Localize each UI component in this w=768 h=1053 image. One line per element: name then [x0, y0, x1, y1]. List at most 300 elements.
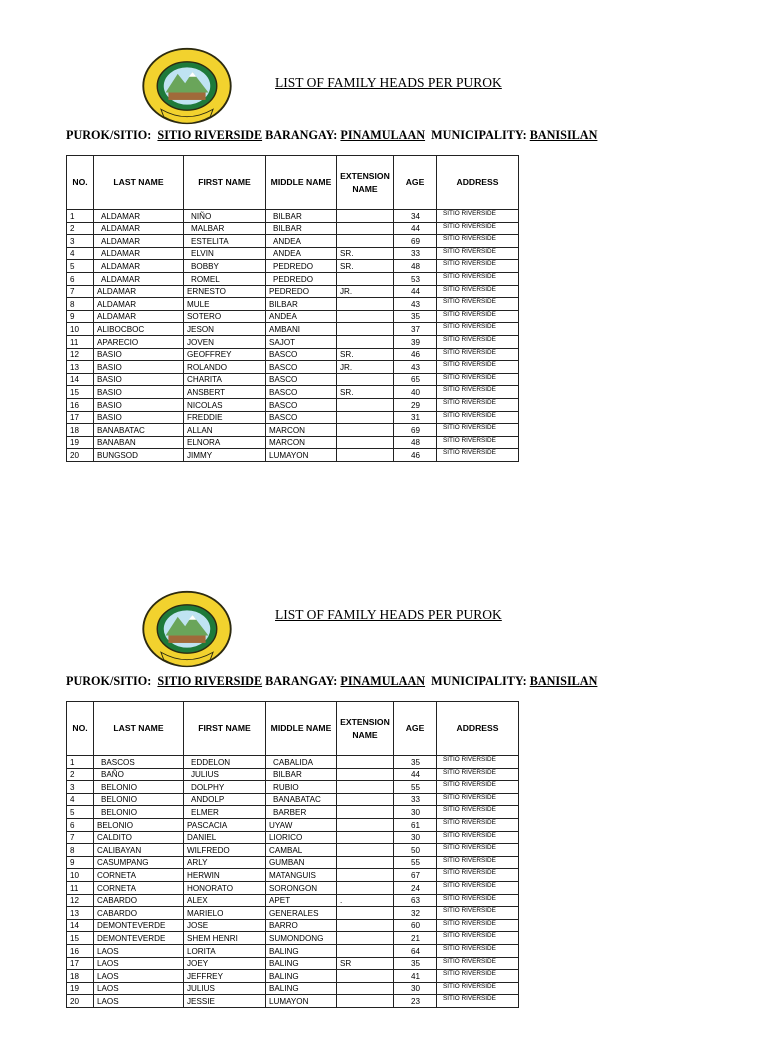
cell-last-name: CORNETA: [94, 881, 184, 894]
cell-no: 15: [67, 932, 94, 945]
cell-address: SITIO RIVERSIDE: [437, 398, 519, 411]
cell-first-name: DANIEL: [184, 831, 266, 844]
cell-no: 11: [67, 335, 94, 348]
document-page-2: [0, 583, 768, 1053]
barangay-label: BARANGAY:: [265, 128, 338, 142]
cell-first-name: EDDELON: [184, 756, 266, 769]
cell-no: 9: [67, 310, 94, 323]
cell-no: 4: [67, 247, 94, 260]
cell-extension-name: [337, 818, 394, 831]
cell-extension-name: [337, 907, 394, 920]
cell-age: 32: [394, 907, 437, 920]
purok-info-line: [66, 128, 597, 143]
cell-age: 37: [394, 323, 437, 336]
table-row: [67, 285, 519, 298]
cell-no: 10: [67, 869, 94, 882]
cell-extension-name: [337, 222, 394, 235]
cell-extension-name: JR.: [337, 361, 394, 374]
cell-first-name: ANDOLP: [184, 793, 266, 806]
header-address: ADDRESS: [437, 156, 519, 210]
table-body: [67, 756, 519, 1008]
municipality-value: BANISILAN: [529, 674, 598, 688]
cell-middle-name: BASCO: [266, 411, 337, 424]
cell-first-name: ELNORA: [184, 436, 266, 449]
cell-no: 3: [67, 781, 94, 794]
cell-age: 39: [394, 335, 437, 348]
cell-middle-name: LIORICO: [266, 831, 337, 844]
cell-middle-name: LUMAYON: [266, 995, 337, 1008]
header-middle-name: MIDDLE NAME: [266, 156, 337, 210]
cell-extension-name: JR.: [337, 285, 394, 298]
cell-age: 69: [394, 235, 437, 248]
cell-first-name: BOBBY: [184, 260, 266, 273]
cell-first-name: ROMEL: [184, 272, 266, 285]
cell-last-name: CABARDO: [94, 894, 184, 907]
cell-extension-name: [337, 398, 394, 411]
cell-first-name: JULIUS: [184, 768, 266, 781]
table-row: [67, 932, 519, 945]
cell-first-name: ESTELITA: [184, 235, 266, 248]
table-row: [67, 982, 519, 995]
cell-last-name: ALDAMAR: [94, 247, 184, 260]
table-row: [67, 881, 519, 894]
cell-age: 43: [394, 361, 437, 374]
cell-last-name: BAÑO: [94, 768, 184, 781]
cell-address: SITIO RIVERSIDE: [437, 210, 519, 223]
cell-address: SITIO RIVERSIDE: [437, 894, 519, 907]
cell-age: 33: [394, 793, 437, 806]
table-row: [67, 894, 519, 907]
cell-no: 6: [67, 272, 94, 285]
cell-middle-name: ANDEA: [266, 235, 337, 248]
cell-address: SITIO RIVERSIDE: [437, 235, 519, 248]
cell-no: 7: [67, 831, 94, 844]
purok-label: PUROK/SITIO:: [66, 674, 152, 688]
cell-middle-name: BILBAR: [266, 298, 337, 311]
cell-middle-name: ANDEA: [266, 310, 337, 323]
table-row: [67, 781, 519, 794]
cell-no: 12: [67, 894, 94, 907]
cell-age: 29: [394, 398, 437, 411]
cell-extension-name: SR.: [337, 386, 394, 399]
cell-middle-name: UYAW: [266, 818, 337, 831]
cell-extension-name: SR.: [337, 348, 394, 361]
cell-middle-name: BALING: [266, 982, 337, 995]
cell-address: SITIO RIVERSIDE: [437, 856, 519, 869]
table-row: [67, 756, 519, 769]
cell-middle-name: ANDEA: [266, 247, 337, 260]
cell-age: 69: [394, 424, 437, 437]
cell-first-name: MULE: [184, 298, 266, 311]
cell-age: 30: [394, 982, 437, 995]
table-row: [67, 247, 519, 260]
cell-address: SITIO RIVERSIDE: [437, 272, 519, 285]
cell-first-name: PASCACIA: [184, 818, 266, 831]
cell-address: SITIO RIVERSIDE: [437, 373, 519, 386]
cell-last-name: BASIO: [94, 348, 184, 361]
cell-extension-name: [337, 235, 394, 248]
cell-address: SITIO RIVERSIDE: [437, 919, 519, 932]
cell-extension-name: [337, 856, 394, 869]
cell-first-name: SOTERO: [184, 310, 266, 323]
cell-no: 6: [67, 818, 94, 831]
table-row: [67, 222, 519, 235]
cell-age: 33: [394, 247, 437, 260]
cell-middle-name: BASCO: [266, 398, 337, 411]
document-title: LIST OF FAMILY HEADS PER PUROK: [275, 75, 502, 90]
cell-age: 44: [394, 285, 437, 298]
cell-age: 24: [394, 881, 437, 894]
cell-no: 7: [67, 285, 94, 298]
cell-age: 41: [394, 970, 437, 983]
cell-middle-name: BANABATAC: [266, 793, 337, 806]
cell-age: 60: [394, 919, 437, 932]
cell-no: 14: [67, 919, 94, 932]
municipality-value: BANISILAN: [529, 128, 598, 142]
barangay-value: PINAMULAAN: [340, 128, 426, 142]
cell-no: 17: [67, 411, 94, 424]
cell-no: 5: [67, 806, 94, 819]
cell-no: 18: [67, 424, 94, 437]
table-row: [67, 806, 519, 819]
cell-extension-name: [337, 424, 394, 437]
cell-extension-name: [337, 995, 394, 1008]
cell-last-name: BASCOS: [94, 756, 184, 769]
cell-middle-name: SUMONDONG: [266, 932, 337, 945]
cell-address: SITIO RIVERSIDE: [437, 907, 519, 920]
header-no: NO.: [67, 156, 94, 210]
cell-first-name: DOLPHY: [184, 781, 266, 794]
cell-first-name: NICOLAS: [184, 398, 266, 411]
cell-no: 13: [67, 907, 94, 920]
cell-extension-name: [337, 373, 394, 386]
barangay-label: BARANGAY:: [265, 674, 338, 688]
table-row: [67, 361, 519, 374]
cell-middle-name: RUBIO: [266, 781, 337, 794]
table-row: [67, 818, 519, 831]
cell-no: 16: [67, 944, 94, 957]
table-row: [67, 907, 519, 920]
header-last-name: LAST NAME: [94, 702, 184, 756]
cell-extension-name: [337, 881, 394, 894]
cell-no: 12: [67, 348, 94, 361]
cell-first-name: JESON: [184, 323, 266, 336]
cell-no: 3: [67, 235, 94, 248]
cell-address: SITIO RIVERSIDE: [437, 310, 519, 323]
cell-last-name: ALDAMAR: [94, 235, 184, 248]
family-heads-table: [66, 155, 519, 462]
cell-no: 20: [67, 995, 94, 1008]
header-first-name: FIRST NAME: [184, 156, 266, 210]
cell-first-name: HERWIN: [184, 869, 266, 882]
cell-first-name: ELMER: [184, 806, 266, 819]
cell-middle-name: BARBER: [266, 806, 337, 819]
table-row: [67, 768, 519, 781]
municipality-label: MUNICIPALITY:: [431, 128, 527, 142]
cell-extension-name: [337, 781, 394, 794]
cell-extension-name: [337, 831, 394, 844]
cell-last-name: APARECIO: [94, 335, 184, 348]
table-row: [67, 386, 519, 399]
cell-address: SITIO RIVERSIDE: [437, 831, 519, 844]
cell-middle-name: GUMBAN: [266, 856, 337, 869]
cell-age: 65: [394, 373, 437, 386]
cell-address: SITIO RIVERSIDE: [437, 995, 519, 1008]
cell-extension-name: [337, 335, 394, 348]
cell-age: 46: [394, 449, 437, 462]
cell-middle-name: AMBANI: [266, 323, 337, 336]
table-row: [67, 260, 519, 273]
cell-middle-name: BARRO: [266, 919, 337, 932]
table-row: [67, 957, 519, 970]
cell-first-name: ROLANDO: [184, 361, 266, 374]
cell-first-name: JOSE: [184, 919, 266, 932]
cell-first-name: CHARITA: [184, 373, 266, 386]
table-row: [67, 411, 519, 424]
cell-last-name: BELONIO: [94, 781, 184, 794]
cell-middle-name: BILBAR: [266, 222, 337, 235]
cell-extension-name: [337, 449, 394, 462]
cell-last-name: ALDAMAR: [94, 285, 184, 298]
barangay-seal-logo: [140, 46, 234, 126]
cell-middle-name: PEDREDO: [266, 260, 337, 273]
cell-last-name: LAOS: [94, 970, 184, 983]
cell-middle-name: BILBAR: [266, 210, 337, 223]
cell-middle-name: LUMAYON: [266, 449, 337, 462]
cell-no: 15: [67, 386, 94, 399]
cell-extension-name: SR: [337, 957, 394, 970]
cell-extension-name: SR.: [337, 260, 394, 273]
cell-address: SITIO RIVERSIDE: [437, 944, 519, 957]
cell-last-name: BELONIO: [94, 818, 184, 831]
cell-age: 48: [394, 436, 437, 449]
cell-extension-name: [337, 869, 394, 882]
cell-last-name: BELONIO: [94, 806, 184, 819]
cell-age: 21: [394, 932, 437, 945]
cell-age: 53: [394, 272, 437, 285]
cell-middle-name: PEDREDO: [266, 272, 337, 285]
table-row: [67, 348, 519, 361]
cell-age: 44: [394, 222, 437, 235]
cell-first-name: WILFREDO: [184, 844, 266, 857]
cell-address: SITIO RIVERSIDE: [437, 222, 519, 235]
cell-last-name: CORNETA: [94, 869, 184, 882]
cell-last-name: BUNGSOD: [94, 449, 184, 462]
cell-last-name: DEMONTEVERDE: [94, 919, 184, 932]
cell-address: SITIO RIVERSIDE: [437, 818, 519, 831]
cell-age: 63: [394, 894, 437, 907]
cell-last-name: LAOS: [94, 982, 184, 995]
cell-no: 1: [67, 756, 94, 769]
table-row: [67, 793, 519, 806]
cell-address: SITIO RIVERSIDE: [437, 806, 519, 819]
table-row: [67, 310, 519, 323]
cell-last-name: ALDAMAR: [94, 210, 184, 223]
cell-last-name: ALDAMAR: [94, 272, 184, 285]
cell-age: 34: [394, 210, 437, 223]
header-no: NO.: [67, 702, 94, 756]
cell-age: 30: [394, 831, 437, 844]
cell-no: 4: [67, 793, 94, 806]
cell-last-name: ALIBOCBOC: [94, 323, 184, 336]
cell-extension-name: [337, 436, 394, 449]
cell-middle-name: APET: [266, 894, 337, 907]
cell-no: 19: [67, 982, 94, 995]
cell-age: 61: [394, 818, 437, 831]
cell-last-name: CALDITO: [94, 831, 184, 844]
document-title: LIST OF FAMILY HEADS PER PUROK: [275, 607, 502, 622]
cell-middle-name: BALING: [266, 970, 337, 983]
cell-age: 44: [394, 768, 437, 781]
cell-first-name: MARIELO: [184, 907, 266, 920]
cell-age: 23: [394, 995, 437, 1008]
cell-age: 30: [394, 806, 437, 819]
table-row: [67, 436, 519, 449]
cell-first-name: JOEY: [184, 957, 266, 970]
table-body: [67, 210, 519, 462]
table-row: [67, 869, 519, 882]
cell-last-name: CASUMPANG: [94, 856, 184, 869]
cell-address: SITIO RIVERSIDE: [437, 768, 519, 781]
purok-value: SITIO RIVERSIDE: [157, 674, 263, 688]
cell-last-name: ALDAMAR: [94, 298, 184, 311]
cell-last-name: ALDAMAR: [94, 310, 184, 323]
cell-no: 2: [67, 768, 94, 781]
cell-age: 55: [394, 781, 437, 794]
cell-middle-name: MARCON: [266, 436, 337, 449]
table-row: [67, 856, 519, 869]
cell-address: SITIO RIVERSIDE: [437, 781, 519, 794]
header-extension-name: EXTENSION NAME: [337, 702, 394, 756]
purok-label: PUROK/SITIO:: [66, 128, 152, 142]
cell-age: 35: [394, 756, 437, 769]
cell-extension-name: [337, 932, 394, 945]
cell-extension-name: [337, 210, 394, 223]
cell-extension-name: [337, 944, 394, 957]
cell-first-name: JEFFREY: [184, 970, 266, 983]
table-row: [67, 298, 519, 311]
cell-no: 5: [67, 260, 94, 273]
cell-first-name: JIMMY: [184, 449, 266, 462]
cell-last-name: BASIO: [94, 361, 184, 374]
cell-address: SITIO RIVERSIDE: [437, 932, 519, 945]
cell-address: SITIO RIVERSIDE: [437, 436, 519, 449]
cell-address: SITIO RIVERSIDE: [437, 424, 519, 437]
cell-last-name: ALDAMAR: [94, 260, 184, 273]
cell-extension-name: [337, 323, 394, 336]
cell-no: 13: [67, 361, 94, 374]
table-row: [67, 335, 519, 348]
cell-last-name: BASIO: [94, 373, 184, 386]
cell-no: 10: [67, 323, 94, 336]
table-row: [67, 398, 519, 411]
cell-extension-name: [337, 970, 394, 983]
cell-middle-name: CABALIDA: [266, 756, 337, 769]
cell-middle-name: CAMBAL: [266, 844, 337, 857]
cell-middle-name: BASCO: [266, 386, 337, 399]
cell-first-name: SHEM HENRI: [184, 932, 266, 945]
header-middle-name: MIDDLE NAME: [266, 702, 337, 756]
table-row: [67, 449, 519, 462]
cell-address: SITIO RIVERSIDE: [437, 756, 519, 769]
cell-age: 43: [394, 298, 437, 311]
cell-no: 1: [67, 210, 94, 223]
table-row: [67, 831, 519, 844]
cell-no: 9: [67, 856, 94, 869]
cell-extension-name: [337, 982, 394, 995]
table-row: [67, 944, 519, 957]
cell-age: 46: [394, 348, 437, 361]
cell-first-name: FREDDIE: [184, 411, 266, 424]
cell-last-name: BASIO: [94, 398, 184, 411]
barangay-seal-logo: [140, 589, 234, 669]
cell-extension-name: [337, 411, 394, 424]
cell-middle-name: BALING: [266, 957, 337, 970]
cell-middle-name: BALING: [266, 944, 337, 957]
cell-middle-name: GENERALES: [266, 907, 337, 920]
cell-last-name: BELONIO: [94, 793, 184, 806]
cell-age: 55: [394, 856, 437, 869]
cell-last-name: BASIO: [94, 411, 184, 424]
table-row: [67, 323, 519, 336]
cell-address: SITIO RIVERSIDE: [437, 361, 519, 374]
cell-extension-name: [337, 756, 394, 769]
cell-address: SITIO RIVERSIDE: [437, 285, 519, 298]
cell-middle-name: BASCO: [266, 373, 337, 386]
table-row: [67, 235, 519, 248]
table-row: [67, 970, 519, 983]
cell-first-name: NIÑO: [184, 210, 266, 223]
cell-first-name: JULIUS: [184, 982, 266, 995]
cell-address: SITIO RIVERSIDE: [437, 411, 519, 424]
table-row: [67, 919, 519, 932]
cell-extension-name: [337, 919, 394, 932]
cell-address: SITIO RIVERSIDE: [437, 386, 519, 399]
cell-address: SITIO RIVERSIDE: [437, 247, 519, 260]
cell-first-name: MALBAR: [184, 222, 266, 235]
barangay-value: PINAMULAAN: [340, 674, 426, 688]
table-row: [67, 210, 519, 223]
cell-first-name: ELVIN: [184, 247, 266, 260]
cell-extension-name: [337, 298, 394, 311]
table-header-row: [67, 702, 519, 756]
purok-info-line: [66, 674, 597, 689]
header-last-name: LAST NAME: [94, 156, 184, 210]
header-address: ADDRESS: [437, 702, 519, 756]
cell-first-name: ALEX: [184, 894, 266, 907]
cell-address: SITIO RIVERSIDE: [437, 335, 519, 348]
table-header-row: [67, 156, 519, 210]
cell-first-name: ERNESTO: [184, 285, 266, 298]
purok-value: SITIO RIVERSIDE: [157, 128, 263, 142]
cell-age: 48: [394, 260, 437, 273]
header-age: AGE: [394, 702, 437, 756]
cell-middle-name: BASCO: [266, 361, 337, 374]
cell-middle-name: SAJOT: [266, 335, 337, 348]
cell-no: 2: [67, 222, 94, 235]
cell-last-name: CALIBAYAN: [94, 844, 184, 857]
cell-middle-name: BILBAR: [266, 768, 337, 781]
cell-address: SITIO RIVERSIDE: [437, 844, 519, 857]
table-row: [67, 272, 519, 285]
cell-last-name: BANABATAC: [94, 424, 184, 437]
cell-extension-name: [337, 310, 394, 323]
cell-first-name: HONORATO: [184, 881, 266, 894]
table-row: [67, 424, 519, 437]
cell-last-name: LAOS: [94, 995, 184, 1008]
cell-first-name: JOVEN: [184, 335, 266, 348]
cell-address: SITIO RIVERSIDE: [437, 323, 519, 336]
